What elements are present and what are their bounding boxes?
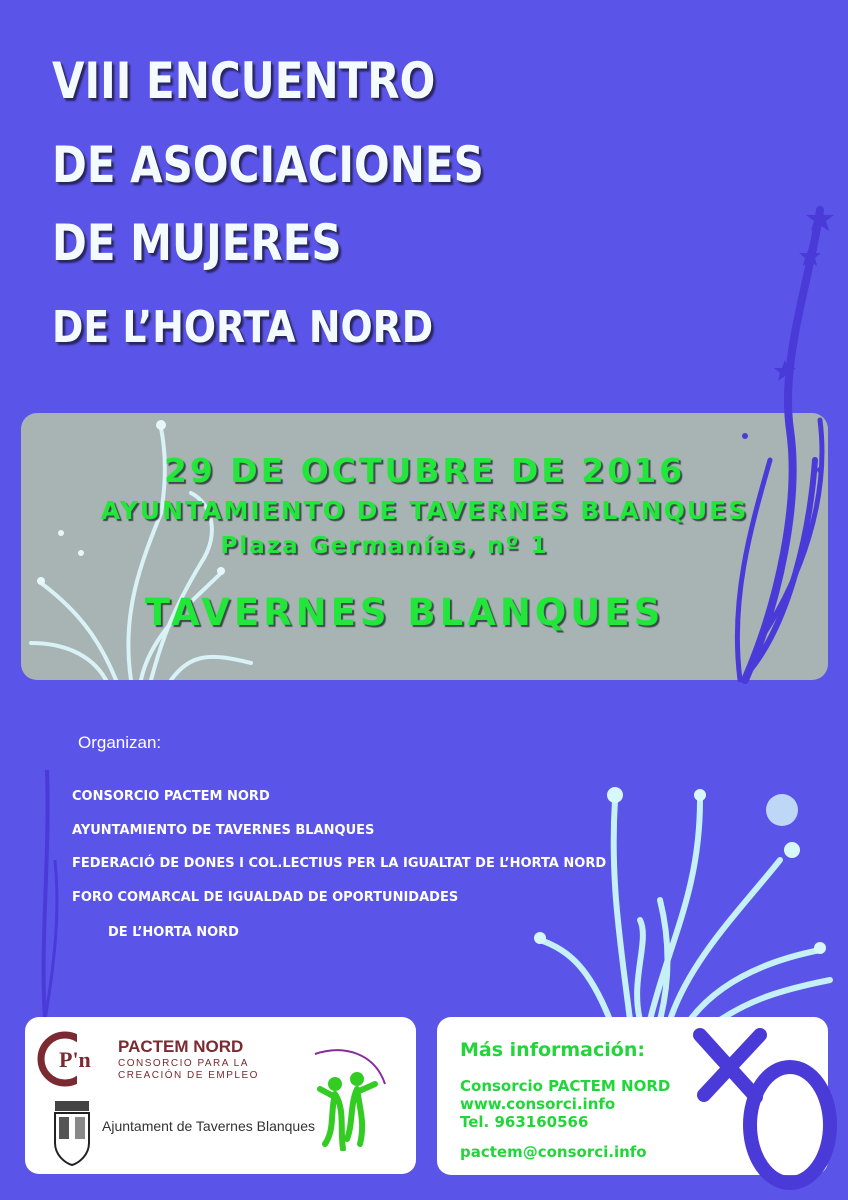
floral-decoration-icon xyxy=(520,740,848,1020)
event-venue: AYUNTAMIENTO DE TAVERNES BLANQUES xyxy=(100,496,749,525)
organizer-item: FEDERACIÓ DE DONES I COL.LECTIUS PER LA IGUALTAT DE L’HORTA NORD xyxy=(72,856,607,871)
title-line-3: DE MUJERES xyxy=(52,214,342,272)
pactem-logo-icon xyxy=(37,1031,109,1087)
title-line-4: DE L’HORTA NORD xyxy=(52,302,434,353)
pactem-mark: P'n xyxy=(59,1047,91,1072)
more-info-heading: Más información: xyxy=(460,1039,645,1061)
coat-of-arms-icon xyxy=(49,1097,95,1167)
title-line-2: DE ASOCIACIONES xyxy=(52,136,484,194)
organizers-heading: Organizan: xyxy=(78,733,162,752)
pactem-subtitle-2: CREACIÓN DE EMPLEO xyxy=(118,1070,259,1081)
event-address: Plaza Germanías, nº 1 xyxy=(220,533,549,559)
organizer-item: CONSORCIO PACTEM NORD xyxy=(72,789,270,804)
event-date: 29 DE OCTUBRE DE 2016 xyxy=(163,451,686,490)
purple-floral-icon xyxy=(720,200,848,690)
logos-panel xyxy=(25,1017,416,1174)
contact-phone: Tel. 963160566 xyxy=(460,1113,589,1131)
pactem-name: PACTEM NORD xyxy=(118,1037,244,1056)
grass-stalk-icon xyxy=(25,760,65,1020)
dancing-figures-icon xyxy=(305,1039,395,1151)
pactem-subtitle-1: CONSORCIO PARA LA xyxy=(118,1058,249,1069)
contact-website[interactable]: www.consorci.info xyxy=(460,1095,616,1113)
ayuntamiento-name: Ajuntament de Tavernes Blanques xyxy=(102,1118,315,1134)
venus-symbol-icon xyxy=(690,1015,848,1200)
contact-email[interactable]: pactem@consorci.info xyxy=(460,1143,647,1161)
event-city: TAVERNES BLANQUES xyxy=(144,591,665,634)
organizer-item: FORO COMARCAL DE IGUALDAD DE OPORTUNIDADES xyxy=(72,890,459,905)
contact-name: Consorcio PACTEM NORD xyxy=(460,1077,671,1095)
organizer-item: AYUNTAMIENTO DE TAVERNES BLANQUES xyxy=(72,823,375,838)
event-info-box xyxy=(21,413,828,680)
organizer-item: DE L’HORTA NORD xyxy=(108,925,239,940)
title-line-1: VIII ENCUENTRO xyxy=(52,52,436,110)
